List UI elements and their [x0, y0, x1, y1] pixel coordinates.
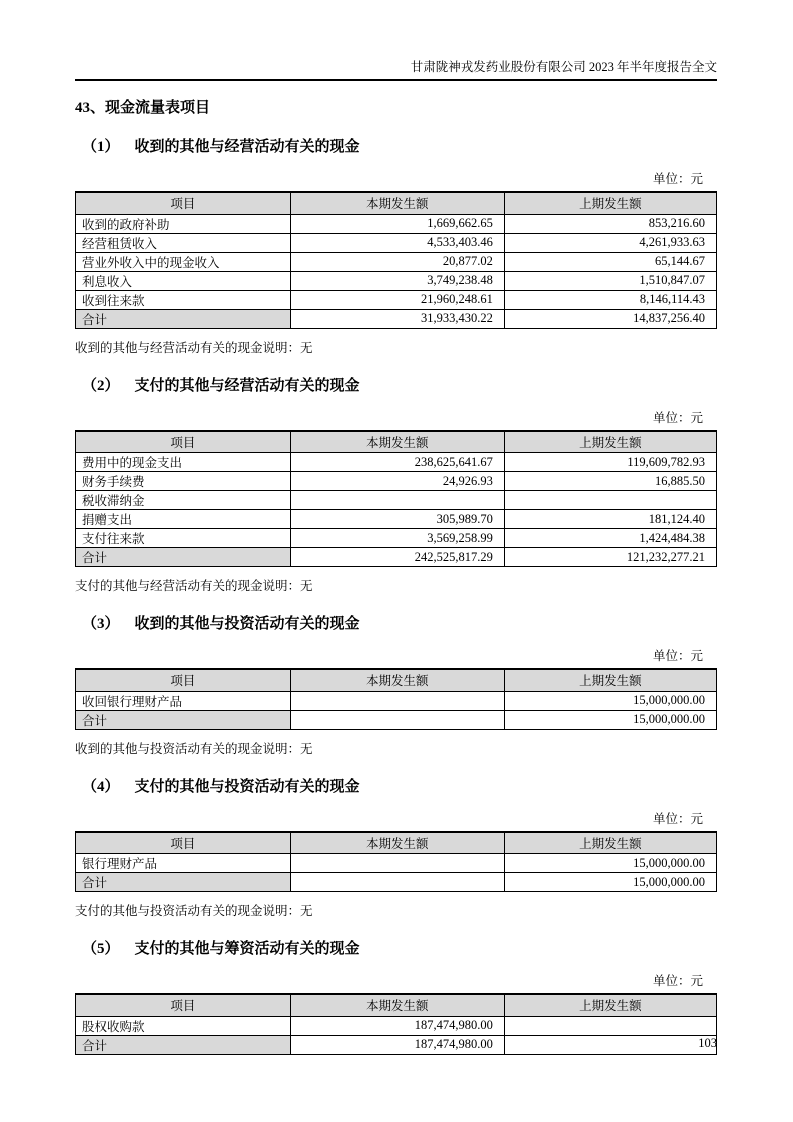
unit-label: 单位：元 — [652, 649, 703, 663]
table-row — [76, 214, 717, 233]
table-header-row — [76, 669, 717, 691]
total-label-cell: 合计 — [76, 309, 291, 328]
item-cell: 税收滞纳金 — [76, 491, 291, 510]
current-period-cell: 1,669,662.65 — [290, 214, 504, 233]
section-title: 支付的其他与筹资活动有关的现金 — [134, 941, 360, 957]
item-cell: 银行理财产品 — [76, 854, 291, 873]
item-cell: 收到的政府补助 — [76, 214, 291, 233]
column-header-current-period: 本期发生额 — [290, 994, 504, 1016]
unit-label: 单位：元 — [652, 974, 703, 988]
current-period-cell: 31,933,430.22 — [290, 309, 504, 328]
section-5-heading — [82, 937, 717, 958]
section-3-heading — [82, 612, 717, 633]
current-period-cell: 4,533,403.46 — [290, 233, 504, 252]
current-period-cell: 21,960,248.61 — [290, 290, 504, 309]
prior-period-cell: 121,232,277.21 — [504, 548, 716, 567]
section-number: （2） — [82, 377, 120, 394]
total-row — [76, 1035, 717, 1054]
current-period-cell — [290, 873, 504, 892]
section-title: 支付的其他与投资活动有关的现金 — [134, 778, 360, 795]
current-period-cell — [290, 491, 504, 510]
section-4-heading — [82, 775, 717, 796]
table-header-row — [76, 994, 717, 1016]
item-cell: 利息收入 — [76, 271, 291, 290]
section-2-heading — [82, 374, 717, 395]
column-header-item: 项目 — [76, 431, 291, 453]
section-3 — [75, 612, 717, 757]
prior-period-cell: 15,000,000.00 — [504, 854, 716, 873]
current-period-cell: 187,474,980.00 — [290, 1016, 504, 1035]
column-header-prior-period: 上期发生额 — [504, 994, 716, 1016]
total-row — [76, 710, 717, 729]
prior-period-cell: 181,124.40 — [504, 510, 716, 529]
item-cell: 收回银行理财产品 — [76, 691, 291, 710]
current-period-cell — [290, 691, 504, 710]
table-other-cash-received-investing — [75, 668, 717, 730]
unit-label: 单位：元 — [652, 811, 703, 826]
table-row — [76, 252, 717, 271]
prior-period-cell: 16,885.50 — [504, 472, 716, 491]
column-header-item: 项目 — [76, 994, 291, 1016]
section-note: 收到的其他与经营活动有关的现金说明：无 — [75, 340, 313, 355]
section-2 — [75, 374, 717, 595]
current-period-cell: 242,525,817.29 — [290, 548, 504, 567]
prior-period-cell: 853,216.60 — [504, 214, 716, 233]
item-cell: 捐赠支出 — [76, 510, 291, 529]
section-1-heading — [82, 135, 717, 156]
page-content — [75, 0, 717, 1055]
prior-period-cell: 1,510,847.07 — [504, 271, 716, 290]
section-5 — [75, 937, 717, 1055]
section-number: （1） — [82, 139, 120, 155]
current-period-cell — [290, 710, 504, 729]
main-heading: 43、现金流量表项目 — [75, 100, 211, 116]
column-header-item: 项目 — [76, 192, 291, 214]
section-number: （4） — [82, 778, 120, 795]
total-label-cell: 合计 — [76, 710, 291, 729]
section-title: 收到的其他与经营活动有关的现金 — [134, 139, 360, 155]
column-header-current-period: 本期发生额 — [290, 192, 504, 214]
column-header-prior-period: 上期发生额 — [504, 192, 716, 214]
item-cell: 营业外收入中的现金收入 — [76, 252, 291, 271]
column-header-item: 项目 — [76, 832, 291, 854]
table-row — [76, 1016, 717, 1035]
section-number: （3） — [82, 616, 120, 632]
column-header-current-period: 本期发生额 — [290, 669, 504, 691]
table-row — [76, 453, 717, 472]
section-note: 支付的其他与投资活动有关的现金说明：无 — [75, 904, 313, 918]
table-header-row — [76, 431, 717, 453]
prior-period-cell: 8,146,114.43 — [504, 290, 716, 309]
current-period-cell: 238,625,641.67 — [290, 453, 504, 472]
current-period-cell: 3,569,258.99 — [290, 529, 504, 548]
report-header-title: 甘肃陇神戎发药业股份有限公司 2023 年半年度报告全文 — [410, 60, 717, 74]
item-cell: 支付往来款 — [76, 529, 291, 548]
total-row — [76, 873, 717, 892]
table-row — [76, 233, 717, 252]
table-header-row — [76, 832, 717, 854]
prior-period-cell — [504, 1035, 716, 1054]
unit-label: 单位：元 — [652, 410, 703, 425]
page-number: 103 — [698, 1036, 717, 1050]
table-row — [76, 510, 717, 529]
column-header-prior-period: 上期发生额 — [504, 669, 716, 691]
table-row — [76, 529, 717, 548]
section-title: 支付的其他与经营活动有关的现金 — [134, 377, 360, 394]
total-label-cell: 合计 — [76, 1035, 291, 1054]
current-period-cell: 24,926.93 — [290, 472, 504, 491]
section-number: （5） — [82, 941, 120, 957]
column-header-item: 项目 — [76, 669, 291, 691]
report-header — [75, 0, 717, 81]
item-cell: 股权收购款 — [76, 1016, 291, 1035]
section-note: 支付的其他与经营活动有关的现金说明：无 — [75, 579, 313, 593]
item-cell: 财务手续费 — [76, 472, 291, 491]
current-period-cell: 20,877.02 — [290, 252, 504, 271]
section-1 — [75, 135, 717, 356]
prior-period-cell: 4,261,933.63 — [504, 233, 716, 252]
prior-period-cell: 1,424,484.38 — [504, 529, 716, 548]
table-other-cash-paid-investing — [75, 831, 717, 893]
total-row — [76, 309, 717, 328]
column-header-current-period: 本期发生额 — [290, 832, 504, 854]
table-other-cash-paid-operating — [75, 430, 717, 568]
current-period-cell — [290, 854, 504, 873]
prior-period-cell: 14,837,256.40 — [504, 309, 716, 328]
table-other-cash-paid-financing — [75, 993, 717, 1055]
prior-period-cell — [504, 1016, 716, 1035]
unit-label: 单位：元 — [652, 172, 703, 186]
prior-period-cell: 15,000,000.00 — [504, 710, 716, 729]
current-period-cell: 3,749,238.48 — [290, 271, 504, 290]
table-row — [76, 290, 717, 309]
current-period-cell: 187,474,980.00 — [290, 1035, 504, 1054]
table-row — [76, 472, 717, 491]
table-other-cash-received-operating — [75, 191, 717, 329]
total-label-cell: 合计 — [76, 873, 291, 892]
table-row — [76, 491, 717, 510]
prior-period-cell: 119,609,782.93 — [504, 453, 716, 472]
prior-period-cell: 15,000,000.00 — [504, 691, 716, 710]
column-header-current-period: 本期发生额 — [290, 431, 504, 453]
current-period-cell: 305,989.70 — [290, 510, 504, 529]
table-row — [76, 691, 717, 710]
item-cell: 收到往来款 — [76, 290, 291, 309]
table-row — [76, 854, 717, 873]
item-cell: 经营租赁收入 — [76, 233, 291, 252]
section-title: 收到的其他与投资活动有关的现金 — [134, 616, 360, 632]
section-note: 收到的其他与投资活动有关的现金说明：无 — [75, 741, 313, 756]
prior-period-cell: 15,000,000.00 — [504, 873, 716, 892]
column-header-prior-period: 上期发生额 — [504, 832, 716, 854]
total-row — [76, 548, 717, 567]
item-cell: 费用中的现金支出 — [76, 453, 291, 472]
total-label-cell: 合计 — [76, 548, 291, 567]
prior-period-cell: 65,144.67 — [504, 252, 716, 271]
column-header-prior-period: 上期发生额 — [504, 431, 716, 453]
table-header-row — [76, 192, 717, 214]
section-4 — [75, 775, 717, 920]
prior-period-cell — [504, 491, 716, 510]
table-row — [76, 271, 717, 290]
